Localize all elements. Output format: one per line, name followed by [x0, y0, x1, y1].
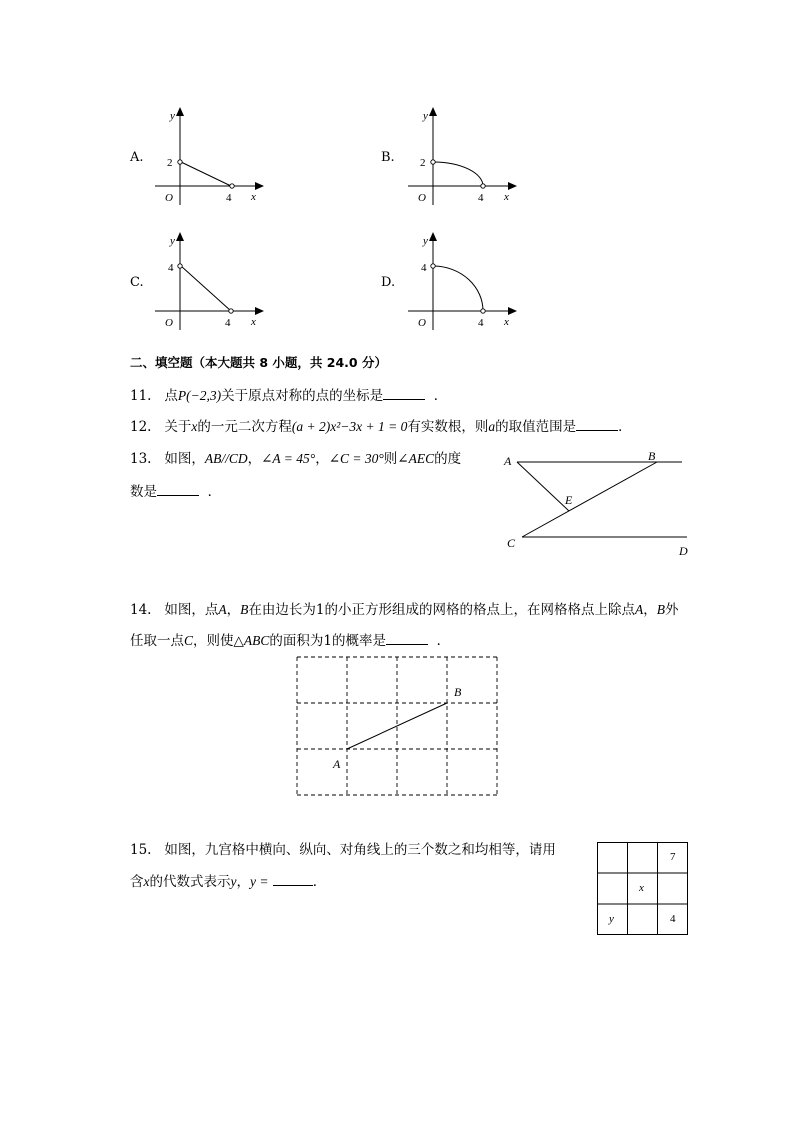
q15-text1: 如图，九宫格中横向、纵向、对角线上的三个数之和均相等，请用 [164, 842, 556, 858]
option-d-y-tick: 4 [421, 262, 427, 274]
q15-magic-square [597, 842, 689, 936]
option-b-x-tick: 4 [478, 192, 484, 204]
q14-line2d: 的概率是 [332, 633, 386, 649]
q11-end: ． [433, 388, 448, 404]
question-14-line1 [130, 598, 678, 618]
q13-label-c: C [507, 536, 516, 550]
q12-text3: 有实数根，则 [407, 419, 489, 435]
q13-angle: ∠AEC [397, 451, 435, 466]
q15-cell-r2c2: 4 [670, 913, 676, 925]
option-c-origin: O [165, 317, 173, 329]
q13-cond1: AB//CD [204, 451, 248, 466]
q15-answer-blank[interactable] [273, 873, 313, 886]
q13-figure [500, 448, 700, 560]
option-d-origin: O [418, 317, 426, 329]
option-c-y-tick: 4 [168, 262, 174, 274]
q12-answer-blank[interactable] [576, 418, 618, 431]
q14-triangle: △ABC [233, 633, 270, 648]
q15-cell-r1c1: x [639, 882, 644, 894]
q12-end: ． [618, 419, 632, 435]
q14-grid-figure [290, 650, 510, 800]
option-a-y-label: y [170, 110, 175, 122]
option-c-x-label: x [251, 316, 256, 328]
q12-number: 12. [130, 419, 152, 435]
option-b-origin: O [418, 192, 426, 204]
q13-cond3: ∠C = 30° [328, 451, 384, 466]
option-b-x-label: x [504, 191, 509, 203]
q11-text1: 点 [164, 388, 178, 404]
q13-label-a: A [504, 454, 512, 468]
question-11 [130, 384, 447, 404]
q15-line2a: 含 [130, 874, 144, 890]
q14-sep2: ， [643, 602, 657, 618]
option-d-graph [403, 230, 523, 330]
q12-text2: 的一元二次方程 [197, 419, 292, 435]
question-12 [130, 415, 632, 435]
q14-one: 1 [315, 602, 325, 618]
q14-one2: 1 [323, 633, 332, 649]
question-14-line2 [130, 629, 450, 649]
q13-sep2: ， [315, 451, 329, 467]
q14-line2b: ，则使 [193, 633, 234, 649]
q14-var-a: A [218, 602, 227, 617]
option-c-graph [150, 230, 270, 330]
q13-number: 13. [130, 451, 152, 467]
q14-number: 14. [130, 602, 152, 618]
question-15-line2 [130, 870, 326, 890]
q14-end: ． [436, 633, 451, 649]
q15-number: 15. [130, 842, 152, 858]
option-c-x-tick: 4 [225, 317, 231, 329]
q15-line2c: ， [236, 874, 250, 890]
q13-answer-blank[interactable] [157, 483, 199, 496]
q12-var-a: a [488, 419, 496, 434]
option-b-y-label: y [423, 110, 428, 122]
q15-cell-r0c2: 7 [670, 851, 676, 863]
question-15-line1 [130, 838, 556, 858]
q15-end: ． [312, 874, 327, 890]
q13-label-d: D [679, 544, 688, 558]
option-b-letter: B. [381, 150, 395, 165]
option-a-x-label: x [251, 191, 256, 203]
q13-text3: 的度 [434, 451, 462, 467]
option-d-y-label: y [423, 235, 428, 247]
q13-label-b: B [648, 449, 656, 463]
question-13-line1 [130, 447, 461, 467]
q14-line2a: 任取一点 [130, 633, 184, 649]
option-c-y-label: y [170, 235, 175, 247]
q15-var-y: y [230, 874, 237, 889]
q13-end: ． [207, 484, 222, 500]
q11-point: P(−2,3) [177, 388, 222, 403]
option-b-graph [403, 105, 523, 205]
q14-label-b: B [454, 685, 462, 699]
q14-text1: 如图，点 [164, 602, 219, 618]
q14-var-a2: A [634, 602, 644, 617]
option-c-letter: C. [130, 275, 144, 290]
q14-text4: 外 [664, 602, 679, 618]
q14-var-c: C [184, 633, 194, 648]
q11-text2: 关于原点对称的点的坐标是 [221, 388, 384, 404]
q13-label-e: E [565, 493, 573, 507]
q14-var-b: B [240, 602, 249, 617]
q13-text1: 如图， [164, 451, 205, 467]
option-a-graph [150, 105, 270, 205]
q14-text3: 的小正方形组成的网格的格点上，在网格格点上除点 [324, 602, 635, 618]
q12-var-x: x [191, 419, 198, 434]
section-title: 二、填空题（本大题共 8 小题，共 24.0 分） [130, 355, 387, 370]
q13-text2: 则 [383, 451, 398, 467]
option-d-letter: D. [381, 275, 396, 290]
q14-answer-blank[interactable] [386, 632, 428, 645]
option-a-origin: O [165, 192, 173, 204]
q12-equation: (a + 2)x²−3x + 1 = 0 [291, 419, 408, 434]
q14-label-a: A [333, 757, 341, 771]
q13-line2: 数是 [130, 484, 157, 500]
option-d-x-tick: 4 [478, 317, 484, 329]
option-a-x-tick: 4 [226, 192, 232, 204]
q13-cond2: ∠A = 45° [261, 451, 316, 466]
q12-text4: 的取值范围是 [495, 419, 577, 435]
q14-var-b2: B [656, 602, 665, 617]
question-13-line2 [130, 480, 221, 500]
q12-text1: 关于 [164, 419, 192, 435]
q15-line2b: 的代数式表示 [149, 874, 231, 890]
q11-number: 11. [130, 388, 152, 404]
q14-sep: ， [226, 602, 241, 618]
q14-text2: 在由边长为 [248, 602, 316, 618]
q13-sep1: ， [247, 451, 262, 467]
q15-var-x: x [143, 874, 150, 889]
q15-eq: y = [250, 874, 269, 889]
q14-line2c: 的面积为 [269, 633, 324, 649]
option-a-y-tick: 2 [167, 157, 173, 169]
option-d-x-label: x [504, 316, 509, 328]
q15-cell-r2c0: y [609, 913, 614, 925]
option-b-y-tick: 2 [420, 157, 426, 169]
q11-answer-blank[interactable] [383, 387, 425, 400]
option-a-letter: A. [130, 150, 144, 165]
